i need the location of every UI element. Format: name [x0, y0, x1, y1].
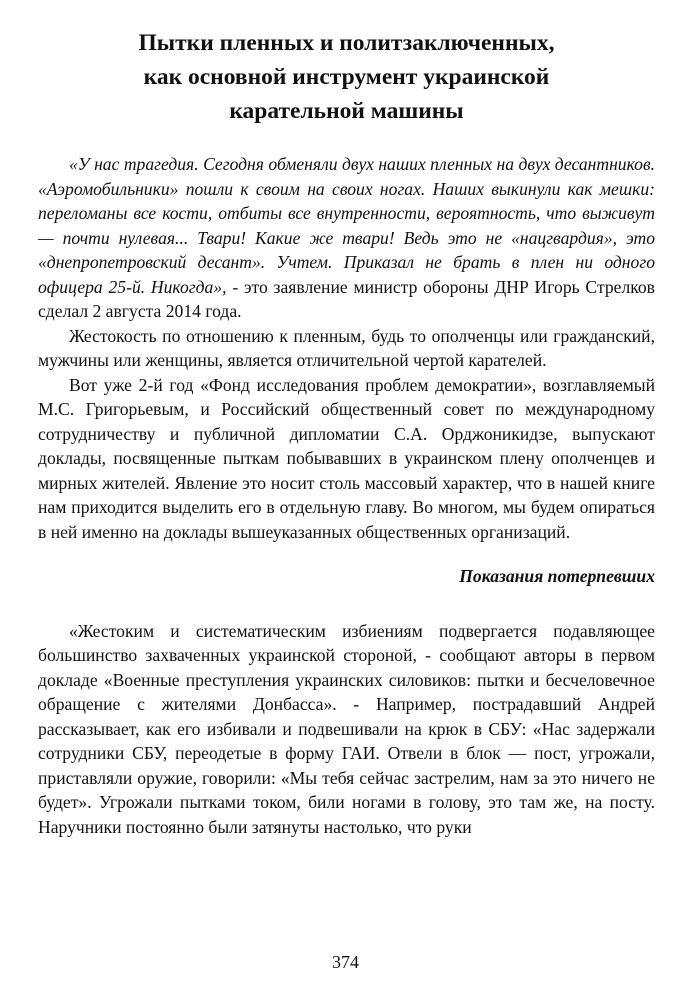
chapter-title	[38, 26, 655, 128]
strelkov-quote-text: «У нас трагедия. Сегодня обменяли двух наших пленных на двух десантников. «Аэромобильники» пошли к своим на своих ногах. Наших выкинули как мешки: переломаны все кости, отбиты все внутренности, вероятность, что выживут — почти нулевая... Твари! Какие же твари! Ведь это не «нацгвардия», это «днепропетровский десант». Учтем. Приказал не брать в плен ни одного офицера 25-й. Никогда»,	[38, 154, 655, 297]
chapter-title-line-3: карательной машины	[229, 98, 464, 124]
paragraph-cruelty: Жестокость по отношению к пленным, будь то ополченцы или гражданский, мужчины или женщины, является отличительной чертой карателей.	[38, 325, 655, 370]
chapter-title-line-1: Пытки пленных и политзаключенных,	[138, 30, 555, 56]
chapter-title-line-2: как основной инструмент украинской	[143, 64, 550, 90]
strelkov-quote-attribution: - это заявление министр обороны ДНР Игорь Стрелков сделал 2 августа 2014 года.	[38, 276, 655, 321]
document-page	[38, 26, 655, 839]
paragraph-strelkov-quote	[38, 152, 655, 324]
section-subheading: Показания потерпевших	[459, 566, 655, 586]
paragraph-reports: Вот уже 2-й год «Фонд исследования проблем демократии», возглавляемый М.С. Григорьевым, и Российский общественный совет по международному сотрудничеству и публичной дипломатии С.А. Орджоникидзе, выпускают доклады, посвященные пыткам побывавших в украинском плену ополченцев и мирных жителей. Явление это носит столь массовый характер, что в нашей книге нам приходится выделить его в отдельную главу. Во многом, мы будем опираться в ней именно на доклады вышеуказанных общественных организаций.	[38, 374, 655, 542]
page-number: 374	[332, 952, 359, 972]
paragraph-testimony: «Жестоким и систематическим избиениям подвергается подавляющее большинство захваченных украинской стороной, - сообщают авторы в первом докладе «Военные преступления украинских силовиков: пытки и бесчеловечное обращение с жителями Донбасса». - Например, пострадавший Андрей рассказывает, как его избивали и подвешивали на крюк в СБУ: «Нас задержали сотрудники СБУ, переодетые в форму ГАИ. Отвели в блок — пост, угрожали, приставляли оружие, говорили: «Мы тебя сейчас застрелим, нам за это ничего не будет». Угрожали пытками током, били ногами в голову, это там же, на посту. Наручники постоянно были затянуты настолько, что руки	[38, 620, 655, 837]
body-text	[38, 152, 655, 839]
